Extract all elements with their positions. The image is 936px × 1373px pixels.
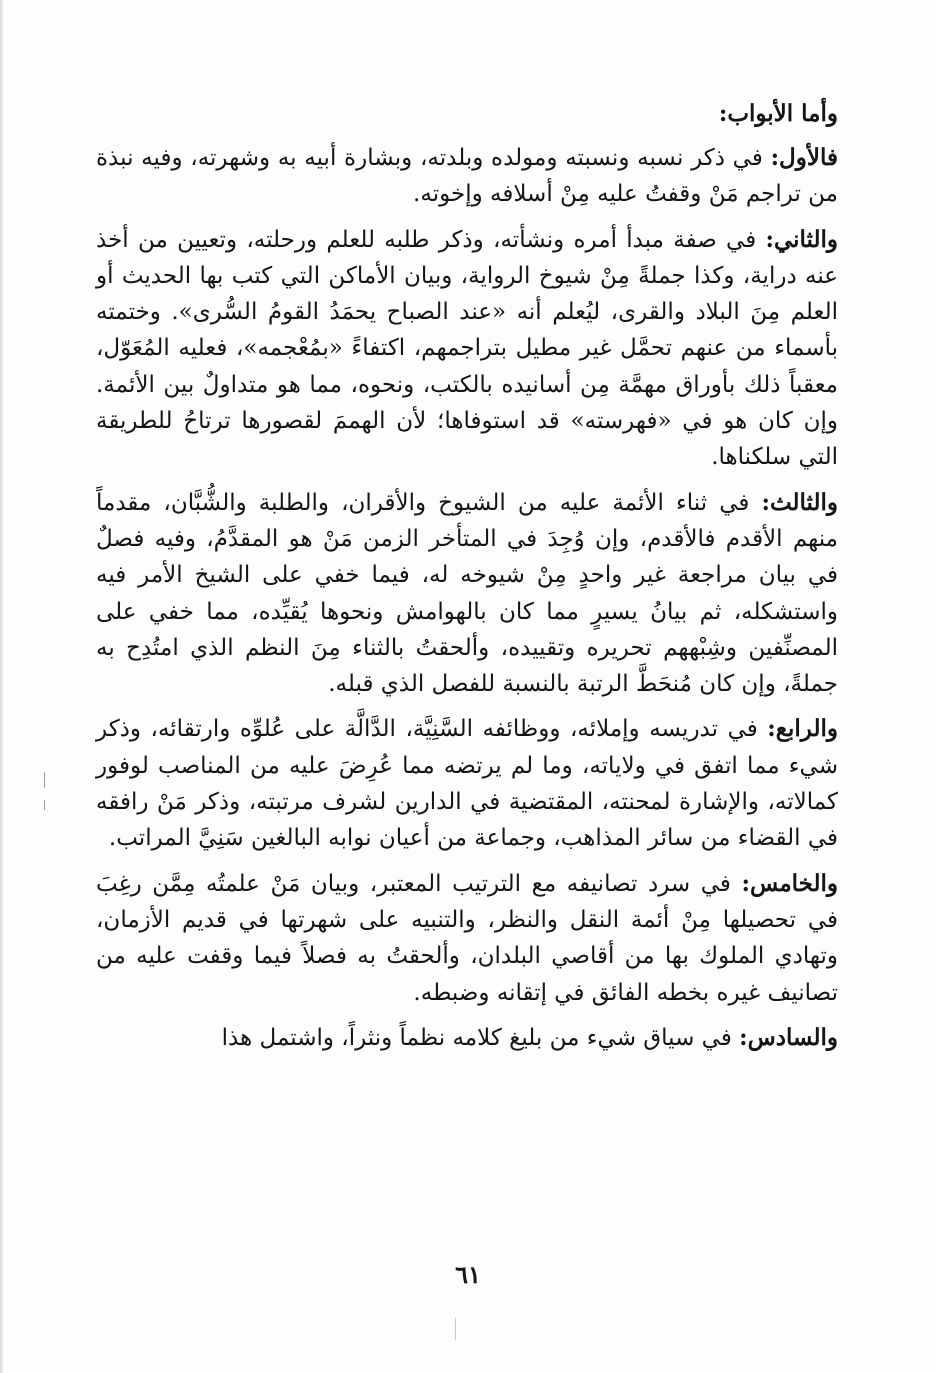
margin-tick-mark	[44, 800, 45, 810]
chapter-lead-sixth: والسادس:	[739, 1023, 838, 1051]
paragraph-sixth-chapter	[96, 1020, 838, 1056]
margin-tick-mark	[44, 772, 45, 788]
chapter-text-third: في ثناء الأئمة عليه من الشيوخ والأقران، والطلبة والشُّبَّان، مقدماً منهم الأقدم فالأقدم، وإن وُجِدَ في المتأخر الزمن مَنْ هو المقدَّمُ، وفيه فصلٌ في بيان مراجعة غير واحدٍ مِنْ شيوخه له، فيما خفي على الشيخ الأمر فيه واستشكله، ثم بيانُ يسيرٍ مما كان بالهوامش ونحوها يُقيِّده، مما خفي على المصنِّفين وشِبْههم تحريره وتقييده، وألحقتُ بالثناء مِنَ النظم الذي امتُدِح به جملةً، وإن كان مُنحَطَّ الرتبة بالنسبة للفصل الذي قبله.	[96, 489, 838, 698]
chapter-lead-second: والثاني:	[765, 225, 838, 253]
chapter-lead-fourth: والرابع:	[767, 715, 838, 743]
margin-tick-mark	[455, 1318, 456, 1340]
chapter-lead-first: فالأول:	[770, 144, 838, 171]
chapter-lead-fifth: والخامس:	[741, 869, 838, 897]
chapter-lead-third: والثالث:	[761, 488, 838, 516]
chapter-text-first: في ذكر نسبه ونسبته ومولده وبلدته، وبشارة أبيه به وشهرته، وفيه نبذة من تراجم مَنْ وقفتُ عليه مِنْ أسلافه وإخوته.	[96, 145, 838, 208]
paragraph-second-chapter	[96, 222, 838, 476]
paragraph-fifth-chapter	[96, 866, 838, 1011]
paragraph-third-chapter	[96, 485, 838, 703]
page-body	[96, 96, 838, 1065]
scan-edge-shadow	[0, 0, 4, 1373]
page-number: ٦١	[455, 1260, 481, 1289]
chapter-text-fourth: في تدريسه وإملائه، ووظائفه السَّنِيَّة، الدَّالَّة على عُلوِّه وارتقائه، وذكر شيء مما اتفق في ولاياته، وما لم يرتضه مما عُرِضَ عليه من المناصب لوفور كمالاته، والإشارة لمحنته، المقتضية في الدارين لشرف مرتبته، وذكر مَنْ رافقه في القضاء من سائر المذاهب، وجماعة من أعيان نوابه البالغين سَنِيَّ المراتب.	[96, 716, 838, 852]
paragraph-fourth-chapter	[96, 711, 838, 856]
chapter-text-fifth: في سرد تصانيفه مع الترتيب المعتبر، وبيان مَنْ علمتُه مِمَّن رغِبَ في تحصيلها مِنْ أئمة النقل والنظر، والتنبيه على شهرتها في قديم الأزمان، وتهادي الملوك بها من أقاصي البلدان، وألحقتُ به فصلاً فيما وقفت عليه من تصانيف غيره بخطه الفائق في إتقانه وضبطه.	[96, 870, 838, 1006]
chapter-text-sixth: في سياق شيء من بليغ كلامه نظماً ونثراً، واشتمل هذا	[221, 1024, 740, 1051]
paragraph-first-chapter	[96, 140, 838, 213]
section-heading: وأما الأبواب:	[718, 100, 838, 127]
chapter-text-second: في صفة مبدأ أمره ونشأته، وذكر طلبه للعلم ورحلته، وتعيين من أخذ عنه دراية، وكذا جملةً مِنْ شيوخ الرواية، وبيان الأماكن التي كتب بها الحديث أو العلم مِنَ البلاد والقرى، ليُعلم أنه «عند الصباح يحمَدُ القومُ السُّرى». وختمته بأسماء من عنهم تحمَّل غير مطيل بتراجمهم، اكتفاءً «بمُعْجمه»، فعليه المُعَوّل، معقباً ذلك بأوراق مهمَّة مِن أسانيده بالكتب، ونحوه، مما هو متداولٌ بين الأئمة. وإن كان هو في «فهرسته» قد استوفاها؛ لأن الهممَ لقصورها ترتاحُ للطريقة التي سلكناها.	[96, 226, 838, 471]
